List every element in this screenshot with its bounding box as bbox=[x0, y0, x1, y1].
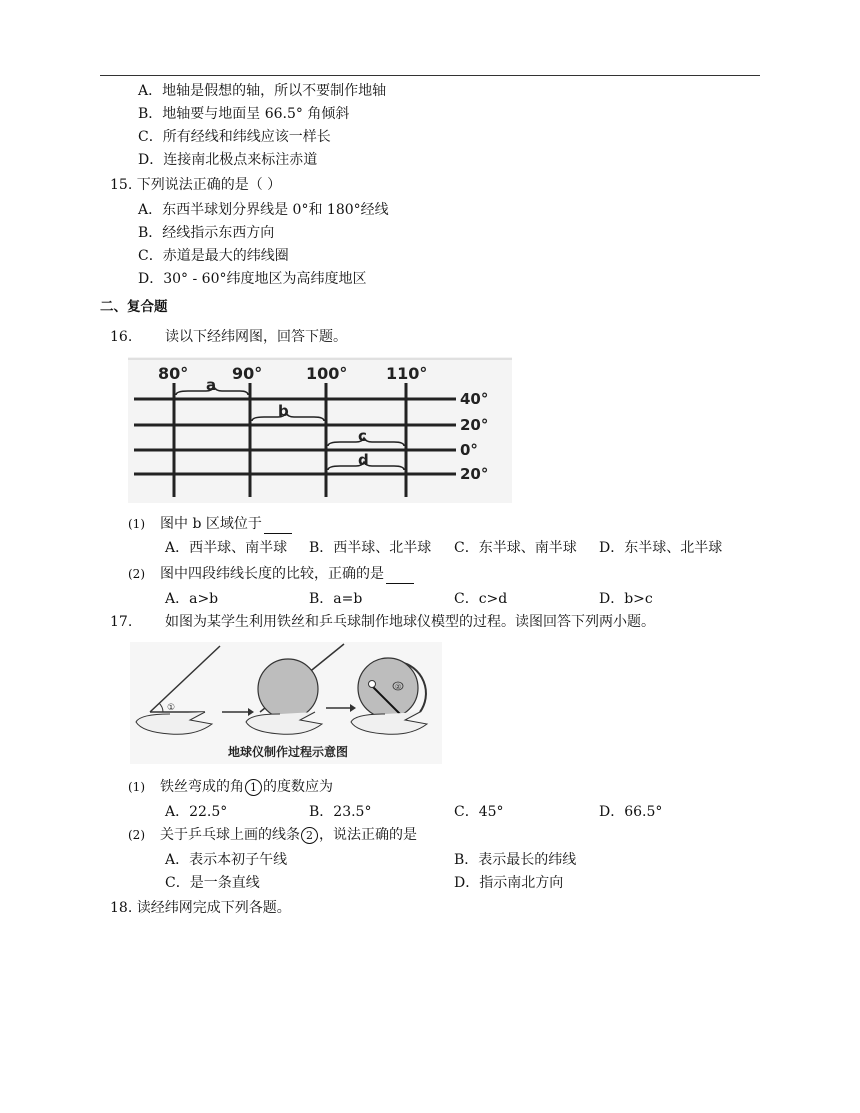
q16-sub1-stem: 图中 b 区域位于 bbox=[160, 514, 292, 534]
q17-figure-caption: 地球仪制作过程示意图 bbox=[228, 745, 349, 759]
q17-sub2-option-b[interactable]: B．表示最长的纬线 bbox=[454, 852, 577, 868]
q14-option-c[interactable]: C．所有经线和纬线应该一样长 bbox=[138, 129, 331, 145]
q16-longitude-label: 90° bbox=[232, 364, 263, 383]
q17-sub1-option-a[interactable]: A．22.5° bbox=[165, 804, 228, 820]
angle-mark-1: ① bbox=[167, 703, 176, 713]
q16-sub2-number: (2) bbox=[128, 567, 145, 581]
q16-stem: 读以下经纬网图，回答下题。 bbox=[165, 329, 347, 345]
q17-sub1-option-b[interactable]: B．23.5° bbox=[309, 804, 372, 820]
q17-sub2-number: (2) bbox=[128, 828, 145, 842]
circled-number: 1 bbox=[245, 779, 262, 796]
q17-sub1-number: (1) bbox=[128, 780, 145, 794]
q16-sub2-option-c[interactable]: C．c>d bbox=[454, 591, 508, 607]
answer-blank[interactable] bbox=[386, 569, 414, 584]
q17-stem: 如图为某学生利用铁丝和乒乓球制作地球仪模型的过程。读图回答下列两小题。 bbox=[165, 614, 655, 630]
q16-latitude-label: 40° bbox=[460, 390, 489, 408]
q17-sub2-option-d[interactable]: D．指示南北方向 bbox=[454, 875, 564, 891]
q15-option-a[interactable]: A．东西半球划分界线是 0°和 180°经线 bbox=[138, 202, 389, 218]
q16-sub1-option-b[interactable]: B．西半球、北半球 bbox=[309, 540, 432, 556]
section-heading: 二、复合题 bbox=[100, 299, 168, 315]
q17-sub1-option-d[interactable]: D．66.5° bbox=[599, 804, 663, 820]
q16-longitude-label: 100° bbox=[306, 364, 348, 383]
q17-globe-process-figure bbox=[130, 642, 442, 764]
q16-graticule-figure bbox=[128, 357, 512, 503]
q15-stem: 15. 下列说法正确的是（ ） bbox=[110, 177, 282, 193]
q16-sub1-option-c[interactable]: C．东半球、南半球 bbox=[454, 540, 577, 556]
line-mark-2: ② bbox=[395, 683, 402, 691]
q18-stem: 18. 读经纬网完成下列各题。 bbox=[110, 900, 291, 916]
q17-sub1-stem: 铁丝弯成的角 1 的度数应为 bbox=[160, 779, 333, 795]
q16-segment-label: d bbox=[358, 451, 369, 469]
q15-option-d[interactable]: D．30° - 60°纬度地区为高纬度地区 bbox=[138, 271, 367, 287]
q16-number: 16. bbox=[110, 329, 133, 345]
header-rule bbox=[100, 75, 760, 76]
q17-number: 17. bbox=[110, 614, 133, 630]
q17-sub2-option-c[interactable]: C．是一条直线 bbox=[165, 875, 260, 891]
q14-option-d[interactable]: D．连接南北极点来标注赤道 bbox=[138, 152, 318, 168]
q16-sub2-option-b[interactable]: B．a=b bbox=[309, 591, 363, 607]
q16-longitude-label: 80° bbox=[158, 364, 189, 383]
q16-sub1-option-a[interactable]: A．西半球、南半球 bbox=[165, 540, 288, 556]
q16-longitude-label: 110° bbox=[386, 364, 428, 383]
q16-segment-label: b bbox=[278, 402, 289, 420]
q16-sub1-number: (1) bbox=[128, 517, 145, 531]
q17-sub2-stem: 关于乒乓球上画的线条 2 ，说法正确的是 bbox=[160, 827, 417, 843]
q14-option-a[interactable]: A．地轴是假想的轴，所以不要制作地轴 bbox=[138, 83, 387, 99]
q17-sub2-option-a[interactable]: A．表示本初子午线 bbox=[165, 852, 288, 868]
q16-segment-label: a bbox=[206, 376, 217, 394]
circled-number: 2 bbox=[301, 827, 318, 844]
q16-segment-label: c bbox=[358, 427, 367, 445]
answer-blank[interactable] bbox=[264, 519, 292, 534]
q16-sub2-stem: 图中四段纬线长度的比较，正确的是 bbox=[160, 564, 414, 584]
q15-option-c[interactable]: C．赤道是最大的纬线圈 bbox=[138, 248, 289, 264]
q17-sub1-option-c[interactable]: C．45° bbox=[454, 804, 504, 820]
q16-latitude-label: 0° bbox=[460, 441, 478, 459]
q16-latitude-label: 20° bbox=[460, 465, 489, 483]
q14-option-b[interactable]: B．地轴要与地面呈 66.5° 角倾斜 bbox=[138, 106, 350, 122]
q16-latitude-label: 20° bbox=[460, 416, 489, 434]
q15-option-b[interactable]: B．经线指示东西方向 bbox=[138, 225, 275, 241]
q16-sub2-option-a[interactable]: A．a>b bbox=[165, 591, 219, 607]
q16-sub2-option-d[interactable]: D．b>c bbox=[599, 591, 653, 607]
q16-sub1-option-d[interactable]: D．东半球、北半球 bbox=[599, 540, 723, 556]
